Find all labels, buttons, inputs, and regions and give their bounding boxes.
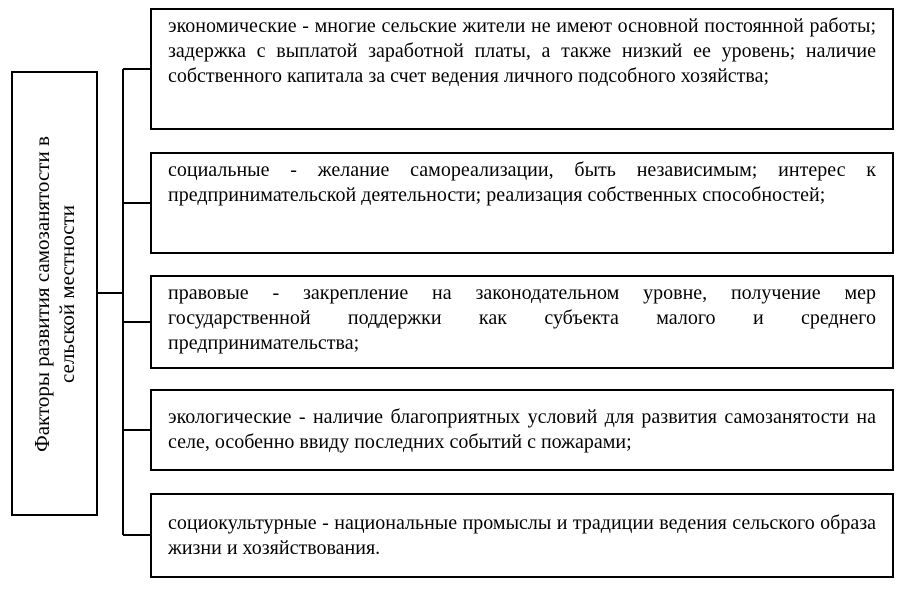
factor-social-box [150, 152, 894, 254]
factor-economic-box [150, 8, 894, 130]
root-label-line-1: Факторы развития самозанятости в [29, 135, 54, 452]
root-factor-box [11, 71, 98, 516]
factor-legal-text: правовые - закрепление на законодательном уровне, получение мер государственной поддержки как субъекта малого и среднего предпринимательства; [168, 282, 876, 354]
factor-ecological-text: экологические - наличие благоприятных условий для развития самозанятости на селе, особенно ввиду последних событий с пожарами; [168, 406, 876, 453]
factor-sociocultural-box [150, 493, 894, 578]
factor-ecological-box [150, 389, 894, 471]
factor-legal-box [150, 275, 894, 369]
root-label-line-2: сельской местности [54, 204, 79, 383]
root-factor-label [30, 76, 80, 511]
factor-sociocultural-text: социокультурные - национальные промыслы и традиции ведения сельского образа жизни и хозяйствования. [168, 512, 876, 559]
factor-social-text: социальные - желание самореализации, быть независимым; интерес к предпринимательской деятельности; реализация собственных способностей; [168, 159, 876, 206]
factor-economic-text: экономические - многие сельские жители не имеют основной постоянной работы; задержка с выплатой заработной платы, а также низкий ее уровень; наличие собственного капитала за счет ведения личного подсобного хозяйства; [168, 15, 876, 87]
